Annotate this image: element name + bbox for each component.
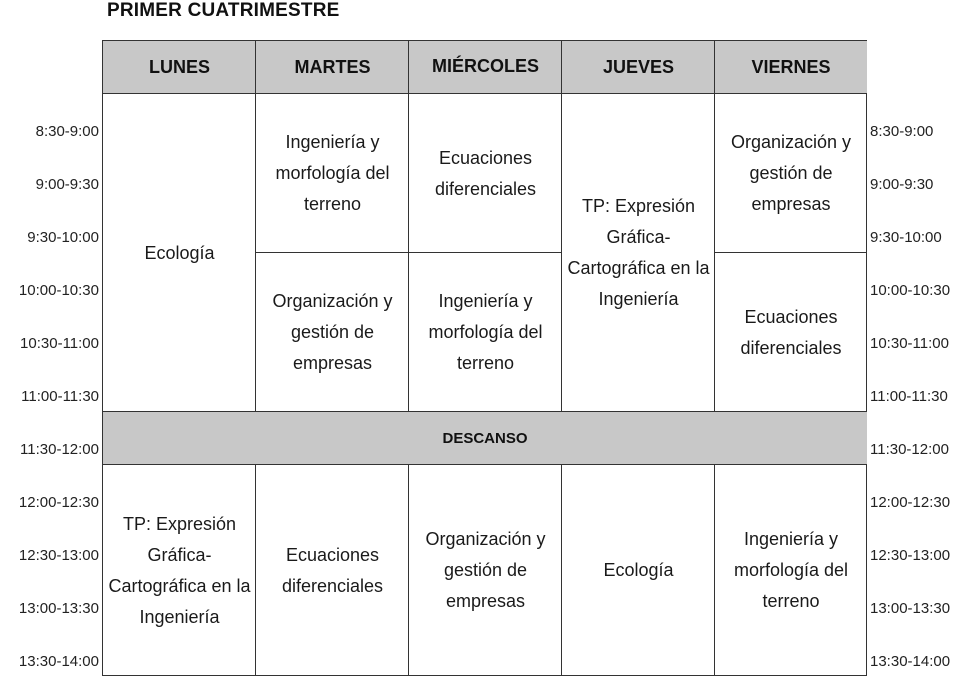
time-label: 11:30-12:00 bbox=[870, 441, 949, 458]
time-label: 13:30-14:00 bbox=[18, 653, 99, 670]
time-label: 11:00-11:30 bbox=[21, 388, 99, 405]
schedule-grid bbox=[102, 40, 867, 676]
time-label: 9:30-10:00 bbox=[870, 229, 942, 246]
class-jueves-morning: TP: Expresión Gráfica-Cartográfica en la Ingeniería bbox=[567, 196, 710, 309]
time-label: 10:00-10:30 bbox=[870, 282, 951, 299]
class-martes-morning-1: Ingeniería y morfología del terreno bbox=[275, 132, 390, 214]
divider bbox=[561, 465, 562, 676]
class-lunes-afternoon: TP: Expresión Gráfica-Cartográfica en la Ingeniería bbox=[108, 513, 251, 627]
class-martes-morning-2: Organización y gestión de empresas bbox=[272, 291, 393, 373]
class-jueves-afternoon: Ecología bbox=[603, 560, 674, 580]
time-label: 12:30-13:00 bbox=[18, 547, 99, 564]
class-viernes-afternoon: Ingeniería y morfología del terreno bbox=[733, 529, 849, 611]
divider bbox=[256, 252, 562, 253]
divider bbox=[714, 41, 715, 412]
time-label: 10:30-11:00 bbox=[870, 335, 949, 352]
divider bbox=[715, 252, 867, 253]
time-label: 8:30-9:00 bbox=[870, 123, 934, 140]
time-label: 11:00-11:30 bbox=[870, 388, 948, 405]
time-label: 13:00-13:30 bbox=[870, 600, 951, 617]
time-label: 9:00-9:30 bbox=[870, 176, 934, 193]
time-label: 10:30-11:00 bbox=[20, 335, 99, 352]
divider bbox=[103, 464, 867, 465]
header-lunes: LUNES bbox=[103, 41, 256, 94]
divider bbox=[561, 41, 562, 412]
class-viernes-morning-2: Ecuaciones diferenciales bbox=[740, 306, 842, 358]
divider bbox=[255, 41, 256, 412]
class-martes-afternoon: Ecuaciones diferenciales bbox=[281, 544, 384, 596]
time-label: 12:00-12:30 bbox=[870, 494, 951, 511]
divider bbox=[408, 41, 409, 412]
time-label: 8:30-9:00 bbox=[35, 123, 99, 140]
class-viernes-morning-1: Organización y gestión de empresas bbox=[730, 132, 852, 214]
divider bbox=[408, 465, 409, 676]
divider bbox=[714, 465, 715, 676]
time-label: 12:00-12:30 bbox=[18, 494, 99, 511]
class-miercoles-afternoon: Organización y gestión de empresas bbox=[425, 529, 546, 611]
header-jueves: JUEVES bbox=[562, 41, 715, 94]
header-miercoles: MIÉRCOLES bbox=[409, 41, 562, 94]
page-title: PRIMER CUATRIMESTRE bbox=[107, 0, 340, 21]
header-viernes: VIERNES bbox=[715, 41, 867, 94]
time-label: 9:30-10:00 bbox=[27, 229, 99, 246]
break-row: DESCANSO bbox=[103, 412, 867, 465]
class-lunes-morning: Ecología bbox=[144, 242, 215, 263]
class-miercoles-morning-1: Ecuaciones diferenciales bbox=[434, 147, 537, 199]
divider bbox=[103, 93, 867, 94]
time-label: 13:00-13:30 bbox=[18, 600, 99, 617]
time-label: 10:00-10:30 bbox=[18, 282, 99, 299]
time-label: 13:30-14:00 bbox=[870, 653, 951, 670]
divider bbox=[103, 411, 867, 412]
time-label: 11:30-12:00 bbox=[20, 441, 99, 458]
divider bbox=[255, 465, 256, 676]
class-miercoles-morning-2: Ingeniería y morfología del terreno bbox=[428, 291, 543, 373]
time-label: 9:00-9:30 bbox=[35, 176, 99, 193]
time-label: 12:30-13:00 bbox=[870, 547, 951, 564]
header-martes: MARTES bbox=[256, 41, 409, 94]
